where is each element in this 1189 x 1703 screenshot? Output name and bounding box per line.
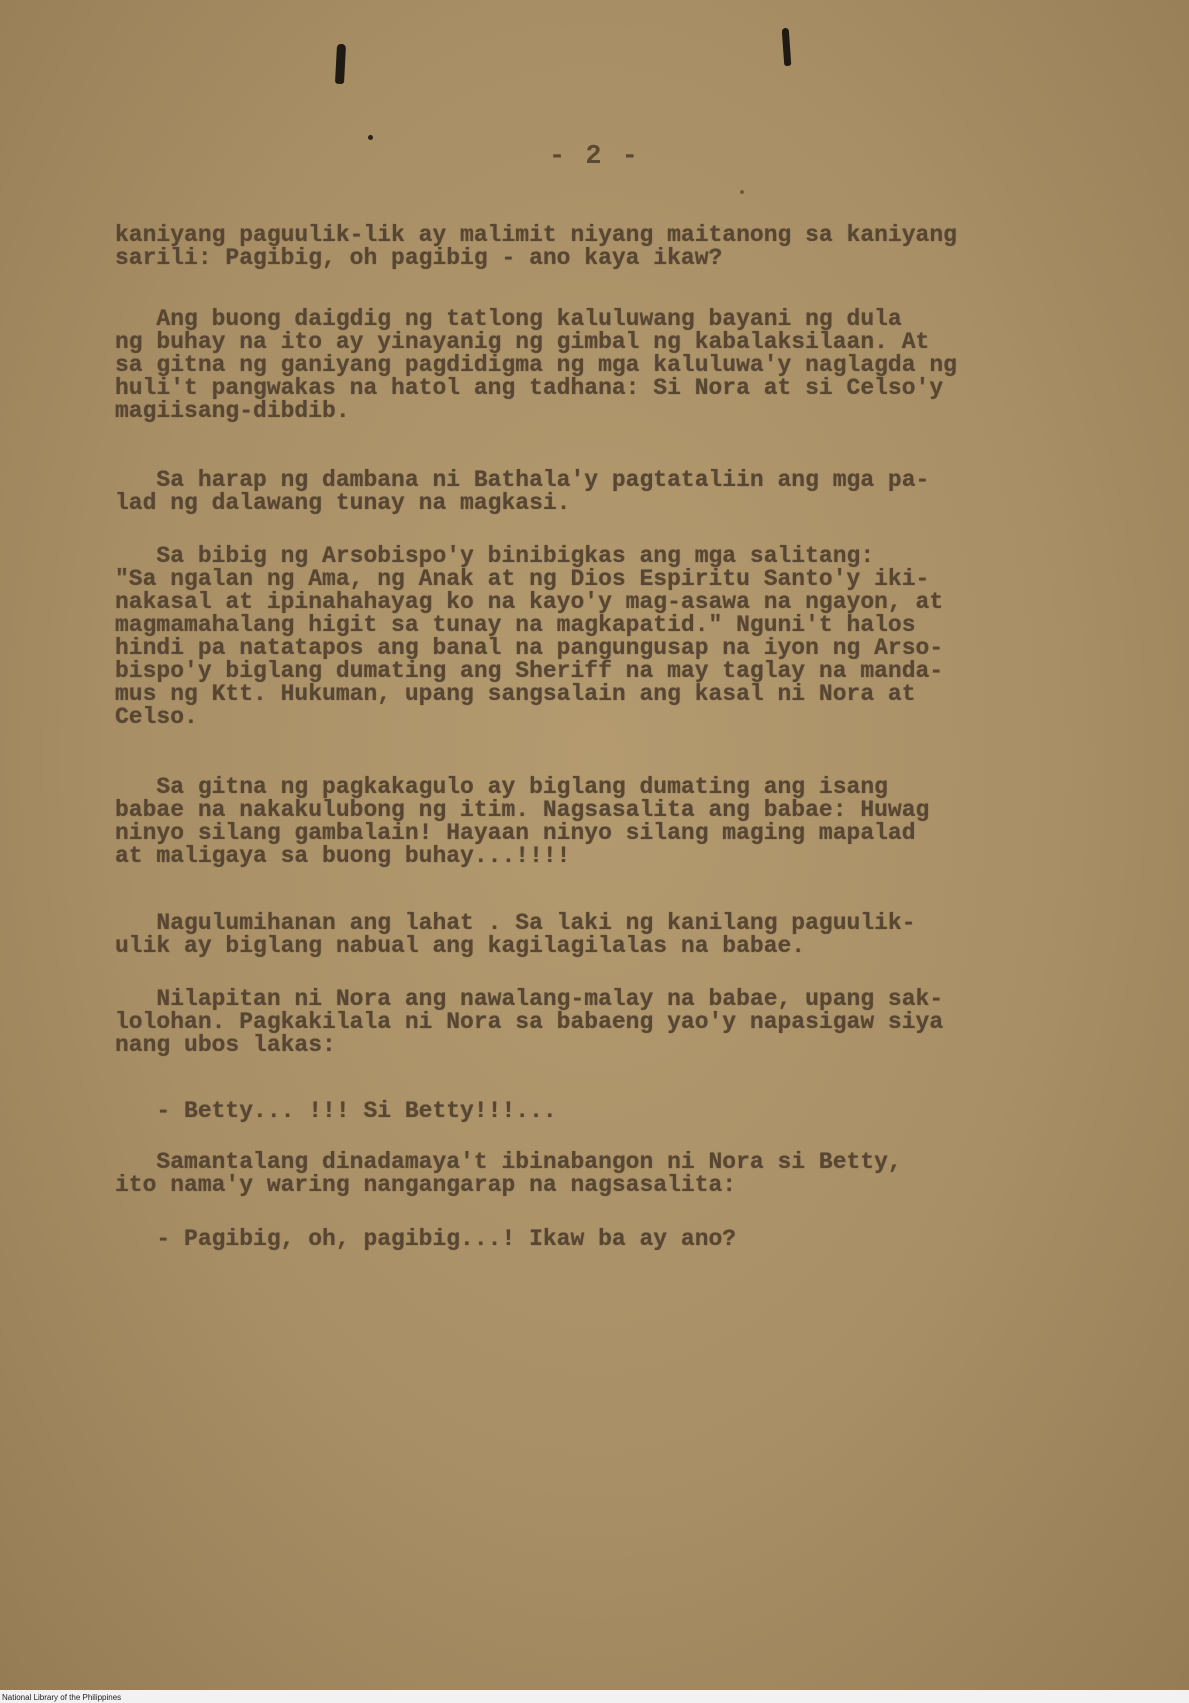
footer-strip [0, 1690, 1189, 1703]
footer-credit: National Library of the Philippines [2, 1693, 122, 1702]
paragraph-10: - Pagibig, oh, pagibig...! Ikaw ba ay ano? [115, 1226, 737, 1252]
paragraph-7: Nilapitan ni Nora ang nawalang-malay na babae, upang sak- lolohan. Pagkakilala ni Nora sa babaeng yao'y napasigaw siya nang ubos lakas: [115, 986, 944, 1058]
binder-hole-mark-left [335, 44, 346, 84]
paragraph-2: Ang buong daigdig ng tatlong kaluluwang bayani ng dula ng buhay na ito ay yinayanig ng gimbal ng kabalaksilaan. At sa gitna ng ganiyang pagdidigma ng mga kaluluwa'y naglagda ng huli't pangwakas na hatol ang tadhana: Si Nora at si Celso'y magiisang-dibdib. [115, 306, 957, 424]
paragraph-4: Sa bibig ng Arsobispo'y binibigkas ang mga salitang: "Sa ngalan ng Ama, ng Anak at ng Dios Espiritu Santo'y iki- nakasal at ipinahahayag ko na kayo'y mag-asawa na ngayon, at magmamahalang higit sa tunay na magkapatid." Nguni't halos hindi pa natatapos ang banal na pangungusap na iyon ng Arso- bispo'y biglang dumating ang Sheriff na may taglay na manda- mus ng Ktt. Hukuman, upang sangsalain ang kasal ni Nora at Celso. [115, 543, 944, 730]
paragraph-8: - Betty... !!! Si Betty!!!... [115, 1098, 557, 1124]
ink-speck [368, 135, 373, 140]
binder-hole-mark-right [782, 28, 792, 66]
paragraph-1: kaniyang paguulik-lik ay malimit niyang maitanong sa kaniyang sarili: Pagibig, oh pagibig - ano kaya ikaw? [115, 222, 957, 271]
ink-speck [740, 190, 744, 194]
paragraph-6: Nagulumihanan ang lahat . Sa laki ng kanilang paguulik- ulik ay biglang nabual ang kagilagilalas na babae. [115, 910, 916, 959]
paragraph-9: Samantalang dinadamaya't ibinabangon ni Nora si Betty, ito nama'y waring nangangarap na nagsasalita: [115, 1149, 902, 1198]
paragraph-3: Sa harap ng dambana ni Bathala'y pagtataliin ang mga pa- lad ng dalawang tunay na magkasi. [115, 467, 930, 516]
page-number: - 2 - [548, 142, 640, 172]
paragraph-5: Sa gitna ng pagkakagulo ay biglang dumating ang isang babae na nakakulubong ng itim. Nagsasalita ang babae: Huwag ninyo silang gambalain! Hayaan ninyo silang maging mapalad at maligaya sa buong buhay...!!!! [115, 774, 930, 869]
